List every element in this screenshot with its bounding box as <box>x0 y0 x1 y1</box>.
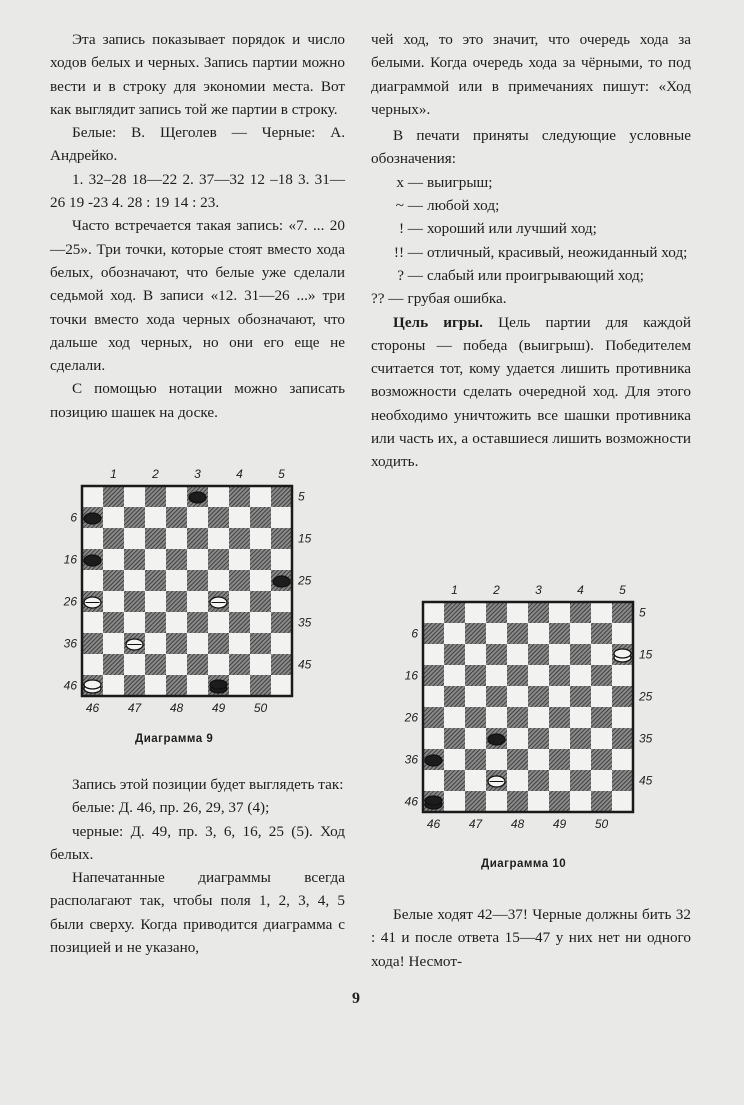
dark-square <box>444 602 465 623</box>
dark-square <box>528 686 549 707</box>
board-coordinate-label: 16 <box>404 668 418 683</box>
dark-square <box>166 633 187 654</box>
dark-square <box>591 749 612 770</box>
black-man-piece <box>425 755 442 766</box>
symbols-legend <box>371 171 691 311</box>
dark-square <box>549 707 570 728</box>
dark-square <box>486 644 507 665</box>
black-king-piece <box>210 680 227 693</box>
dark-square <box>465 707 486 728</box>
dark-square <box>591 623 612 644</box>
dark-square <box>570 686 591 707</box>
dark-square <box>145 570 166 591</box>
board-coordinate-label: 5 <box>619 583 626 597</box>
board-coordinate-label: 5 <box>278 467 285 481</box>
black-man-piece <box>84 555 101 566</box>
dark-square <box>444 770 465 791</box>
board-coordinate-label: 6 <box>411 626 418 641</box>
dark-square <box>124 591 145 612</box>
board-coordinate-label: 16 <box>63 552 77 567</box>
dark-square <box>250 633 271 654</box>
board-coordinate-label: 3 <box>535 583 542 597</box>
dark-square <box>145 612 166 633</box>
legend-item: ~ — любой ход; <box>395 197 500 215</box>
board-coordinate-label: 35 <box>298 615 312 630</box>
paragraph-notation-order: Эта запись показывает порядок и число ходов белых и черных. Запись партии можно вести и в строку для экономии места. Вот как выглядит запись той же партии в строку. <box>50 31 345 118</box>
dark-square <box>250 591 271 612</box>
dark-square <box>528 770 549 791</box>
board-coordinate-label: 46 <box>63 678 77 693</box>
board-coordinate-label: 25 <box>639 689 653 704</box>
board-coordinate-label: 4 <box>577 583 584 597</box>
dark-square <box>528 602 549 623</box>
white-man-piece <box>126 639 143 650</box>
board-coordinate-label: 15 <box>298 531 312 546</box>
dark-square <box>612 602 633 623</box>
dark-square <box>229 570 250 591</box>
dark-square <box>166 549 187 570</box>
white-king-piece <box>614 649 631 662</box>
legend-item: ! — хороший или лучший ход; <box>398 220 597 238</box>
diagram-10-caption: Диаграмма 10 <box>481 858 567 870</box>
board-coordinate-label: 49 <box>211 701 226 712</box>
board-coordinate-label: 4 <box>236 467 243 481</box>
goal-text: Цель партии для каждой стороны — победа (выигрыш). Победителем считается тот, кому удается лишить противника возможности сделать очередной ход. Для этого необходимо уничтожить все шашки противника или часть их, а оставшиеся лишить возможности ходить. <box>371 313 691 471</box>
dark-square <box>124 675 145 696</box>
board-coordinate-label: 50 <box>594 817 609 828</box>
dark-square <box>549 665 570 686</box>
board-coordinate-label: 26 <box>63 594 77 609</box>
board-coordinate-label: 36 <box>63 636 77 651</box>
dark-square <box>486 686 507 707</box>
board-coordinate-label: 46 <box>426 817 441 828</box>
dark-square <box>103 528 124 549</box>
black-man-piece <box>189 492 206 503</box>
board-coordinate-label: 1 <box>110 467 117 481</box>
dark-square <box>271 486 292 507</box>
dark-square <box>549 623 570 644</box>
paragraph-symbols-intro: В печати приняты следующие условные обозначения: <box>371 127 691 168</box>
black-man-piece <box>84 513 101 524</box>
dark-square <box>229 486 250 507</box>
dark-square <box>612 728 633 749</box>
dark-square <box>166 591 187 612</box>
legend-item: !! — отличный, красивый, неожиданный ход; <box>393 243 688 261</box>
dark-square <box>570 728 591 749</box>
dark-square <box>444 644 465 665</box>
dark-square <box>103 654 124 675</box>
white-man-piece <box>84 597 101 608</box>
dark-square <box>465 623 486 644</box>
dark-square <box>103 570 124 591</box>
board-coordinate-label: 3 <box>194 467 201 481</box>
dark-square <box>549 749 570 770</box>
dark-square <box>549 791 570 812</box>
paragraph-game-line: 1. 32–28 18—22 2. 37—32 12 –18 3. 31—26 19 -23 4. 28 : 19 14 : 23. <box>50 170 345 212</box>
white-man-piece <box>488 776 505 787</box>
dark-square <box>166 507 187 528</box>
legend-item: ? — слабый или проигрывающий ход; <box>397 266 644 284</box>
dark-square <box>271 612 292 633</box>
diagram-10-board <box>396 578 666 828</box>
dark-square <box>570 770 591 791</box>
dark-square <box>187 612 208 633</box>
paragraph-three-dots: Часто встречается такая запись: «7. ... 20—25». Три точки, которые стоят вместо хода белых, обозначают, что белые уже сделали седьмой ход. В записи «12. 31—26 ...» три точки вместо хода черных обозначают, что дальше ход черных, но они его еще не сделали. <box>50 217 345 375</box>
board-coordinate-label: 25 <box>298 573 312 588</box>
dark-square <box>444 686 465 707</box>
dark-square <box>507 749 528 770</box>
dark-square <box>145 654 166 675</box>
dark-square <box>145 528 166 549</box>
dark-square <box>187 570 208 591</box>
board-coordinate-label: 48 <box>510 817 525 828</box>
paragraph-whose-move: чей ход, то это значит, что очередь хода за белыми. Когда очередь хода за чёрными, то под диаграммой или в примечаниях пишут: «Ход черных». <box>371 31 691 118</box>
board-coordinate-label: 2 <box>493 583 500 597</box>
board-coordinate-label: 50 <box>253 701 268 712</box>
board-coordinate-label: 49 <box>552 817 567 828</box>
dark-square <box>208 507 229 528</box>
board-coordinate-label: 48 <box>169 701 184 712</box>
board-coordinate-label: 5 <box>639 605 646 620</box>
diagram-9-board <box>55 462 325 712</box>
page-number: 9 <box>352 990 360 1007</box>
dark-square <box>465 791 486 812</box>
paragraph-game-goal <box>371 311 691 474</box>
dark-square <box>250 675 271 696</box>
dark-square <box>612 686 633 707</box>
dark-square <box>423 665 444 686</box>
dark-square <box>271 654 292 675</box>
dark-square <box>444 728 465 749</box>
board-coordinate-label: 47 <box>468 817 483 828</box>
board-coordinate-label: 6 <box>70 510 77 525</box>
dark-square <box>612 770 633 791</box>
board-coordinate-label: 26 <box>404 710 418 725</box>
dark-square <box>82 633 103 654</box>
right-column-lower <box>371 903 691 973</box>
board-coordinate-label: 45 <box>639 773 653 788</box>
dark-square <box>124 549 145 570</box>
dark-square <box>528 728 549 749</box>
dark-square <box>208 549 229 570</box>
dark-square <box>507 665 528 686</box>
dark-square <box>423 623 444 644</box>
board-coordinate-label: 2 <box>152 467 159 481</box>
board-coordinate-label: 35 <box>639 731 653 746</box>
dark-square <box>145 486 166 507</box>
board-coordinate-label: 46 <box>85 701 100 712</box>
dark-square <box>465 665 486 686</box>
board-coordinate-label: 47 <box>127 701 142 712</box>
paragraph-white-pieces: белые: Д. 46, пр. 26, 29, 37 (4); <box>72 799 270 817</box>
legend-item: x — выигрыш; <box>396 173 493 191</box>
board-coordinate-label: 46 <box>404 794 418 809</box>
board-coordinate-label: 5 <box>298 489 305 504</box>
dark-square <box>570 644 591 665</box>
paragraph-diagram-orientation: Напечатанные диаграммы всегда располагают так, чтобы поля 1, 2, 3, 4, 5 были сверху. Когда приводится диаграмма с позицией и не указано, <box>50 869 345 957</box>
dark-square <box>507 707 528 728</box>
dark-square <box>250 549 271 570</box>
goal-heading: Цель игры. <box>393 313 483 331</box>
board-coordinate-label: 1 <box>451 583 458 597</box>
white-king-piece <box>84 680 101 693</box>
dark-square <box>166 675 187 696</box>
dark-square <box>103 486 124 507</box>
white-man-piece <box>210 597 227 608</box>
dark-square <box>103 612 124 633</box>
dark-square <box>486 602 507 623</box>
board-coordinate-label: 45 <box>298 657 312 672</box>
dark-square <box>528 644 549 665</box>
dark-square <box>187 528 208 549</box>
left-column <box>50 28 345 424</box>
dark-square <box>591 707 612 728</box>
dark-square <box>423 707 444 728</box>
dark-square <box>570 602 591 623</box>
dark-square <box>250 507 271 528</box>
dark-square <box>507 791 528 812</box>
dark-square <box>124 507 145 528</box>
black-man-piece <box>488 734 505 745</box>
dark-square <box>591 665 612 686</box>
legend-item: ?? — грубая ошибка. <box>371 290 507 308</box>
dark-square <box>229 654 250 675</box>
diagram-9-caption: Диаграмма 9 <box>135 733 214 745</box>
black-king-piece <box>425 796 442 809</box>
dark-square <box>208 633 229 654</box>
right-column <box>371 28 691 474</box>
dark-square <box>271 528 292 549</box>
paragraph-example-move: Белые ходят 42—37! Черные должны бить 32 : 41 и после ответа 15—47 у них нет ни одного хода! Несмот- <box>371 906 691 970</box>
paragraph-position-notation: С помощью нотации можно записать позицию шашек на доске. <box>50 380 345 421</box>
dark-square <box>591 791 612 812</box>
dark-square <box>465 749 486 770</box>
paragraph-record-intro: Запись этой позиции будет выглядеть так: <box>72 776 344 793</box>
paragraph-black-pieces: черные: Д. 49, пр. 3, 6, 16, 25 (5). Ход белых. <box>50 822 345 863</box>
board-coordinate-label: 36 <box>404 752 418 767</box>
board-coordinate-label: 15 <box>639 647 653 662</box>
dark-square <box>229 528 250 549</box>
paragraph-players: Белые: В. Щеголев — Черные: А. Андрейко. <box>50 124 345 165</box>
dark-square <box>187 654 208 675</box>
black-man-piece <box>273 576 290 587</box>
dark-square <box>229 612 250 633</box>
dark-square <box>507 623 528 644</box>
left-column-lower <box>50 773 345 959</box>
